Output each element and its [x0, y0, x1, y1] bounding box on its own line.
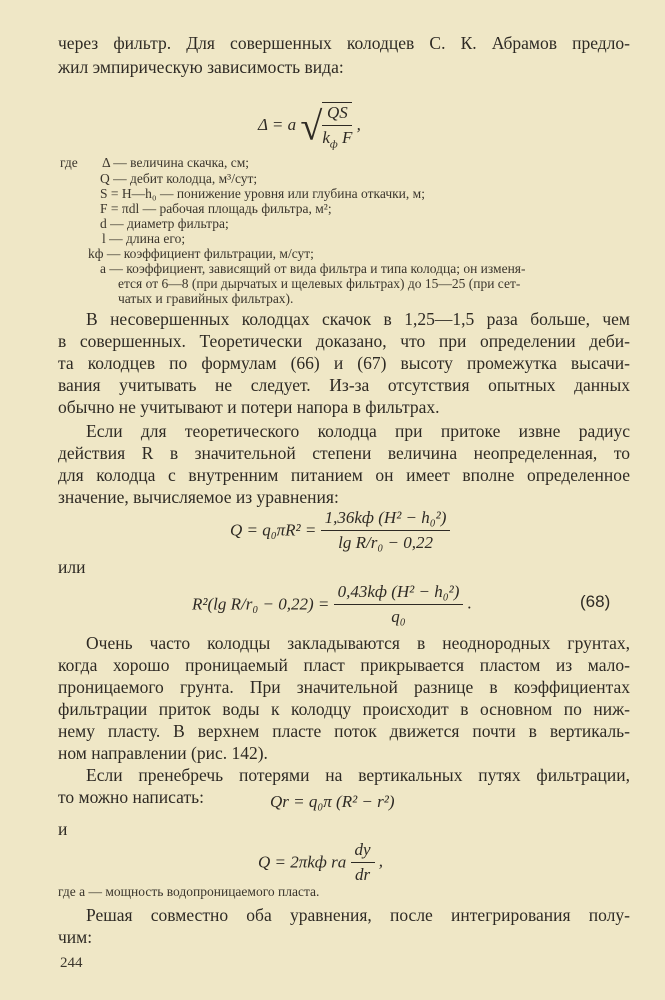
formula-lhs: Δ = a	[258, 115, 297, 135]
text-line: чим:	[58, 927, 93, 947]
formula-jump: Δ = a √ $\frac{QS}{k_ф F}$ ,	[258, 103, 361, 151]
formula-68	[192, 582, 472, 627]
formula-den: q₀	[391, 607, 406, 626]
text-line: или	[58, 557, 86, 577]
formula-den: k	[322, 128, 330, 147]
where-item: S = H—h₀ — понижение уровня или глубина откачки, м;	[100, 186, 425, 201]
where-item: Δ — величина скачка, см;	[102, 155, 250, 170]
text-line: в совершенных. Теоретически доказано, что при определении деби-	[58, 331, 630, 351]
formula-tail: ,	[378, 851, 384, 871]
where-item: F = πdl — рабочая площадь фильтра, м²;	[100, 201, 332, 216]
formula-den: lg R/r₀ − 0,22	[338, 533, 433, 552]
formula-num: 0,43kф (H² − h₀²)	[334, 582, 464, 605]
formula-den: dr	[354, 865, 371, 884]
text-line: жил эмпирическую зависимость вида:	[58, 57, 344, 77]
text-line: через фильтр. Для совершенных колодцев С. К. Абрамов предло-	[58, 33, 630, 53]
text-line: Если для теоретического колодца при притоке извне радиус	[86, 421, 630, 441]
text-line: Очень часто колодцы закладываются в неоднородных грунтах,	[86, 633, 630, 653]
formula-tail: ,	[356, 115, 361, 135]
formula-lhs: Q = 2πkф ra	[258, 852, 347, 872]
where-item: ется от 6—8 (при дырчатых и щелевых фильтрах) до 15—25 (при сет-	[118, 276, 521, 291]
equation-number: (68)	[580, 592, 611, 611]
where-item: l — длина его;	[102, 231, 186, 246]
formula-q	[230, 508, 450, 553]
where-note: где a — мощность водопроницаемого пласта.	[58, 884, 320, 899]
where-item: d — диаметр фильтра;	[100, 216, 229, 231]
text-line: вания учитывать не следует. Из-за отсутствия опытных данных	[58, 375, 630, 395]
formula-lhs: Q = q₀πR² =	[230, 520, 317, 540]
formula-sub: ф	[329, 138, 338, 151]
text-line: для колодца с внутренним питанием он имеет вполне определенное	[58, 465, 630, 485]
text-line: В несовершенных колодцах скачок в 1,25—1,5 раза больше, чем	[86, 309, 630, 329]
text-line: действия R в значительной степени величина неопределенная, то	[58, 443, 630, 463]
where-item: Q — дебит колодца, м³/сут;	[100, 171, 258, 186]
where-item: a — коэффициент, зависящий от вида фильтра и типа колодца; он изменя-	[100, 261, 526, 276]
text-line: фильтрации приток воды к колодцу происходит в основном по ниж-	[58, 699, 630, 719]
text-line: и	[58, 819, 68, 839]
formula-num: dy	[351, 840, 375, 863]
formula-num: 1,36kф (H² − h₀²)	[321, 508, 451, 531]
where-label: где	[60, 155, 78, 170]
text-line: то можно написать:	[58, 787, 204, 807]
text-line: та колодцев по формулам (66) и (67) высоту промежутка высачи-	[58, 353, 630, 373]
page-number: 244	[60, 955, 83, 971]
text-line: ном направлении (рис. 142).	[58, 743, 268, 763]
text-line: значение, вычисляемое из уравнения:	[58, 487, 339, 507]
formula-q2	[258, 840, 383, 885]
formula-num: QS	[322, 103, 352, 126]
text-line: когда хорошо проницаемый пласт прикрывается пластом из мало-	[58, 655, 630, 675]
text-line: Если пренебречь потерями на вертикальных путях фильтрации,	[86, 765, 630, 785]
text-line: нему пласту. В верхнем пласте поток движется почти в вертикаль-	[58, 721, 630, 741]
text-line: Решая совместно оба уравнения, после интегрирования полу-	[86, 905, 630, 925]
formula-tail: .	[467, 593, 472, 613]
formula-den-tail: F	[337, 128, 353, 147]
where-item: kф — коэффициент фильтрации, м/сут;	[88, 246, 314, 261]
where-item: чатых и гравийных фильтрах).	[118, 291, 294, 306]
text-line: обычно не учитывают и потери напора в фильтрах.	[58, 397, 440, 417]
formula-qr: Qr = q₀π (R² − r²)	[270, 792, 395, 811]
formula-lhs: R²(lg R/r₀ − 0,22) =	[192, 594, 330, 614]
text-line: проницаемого грунта. При значительной разнице в коэффициентах	[58, 677, 630, 697]
